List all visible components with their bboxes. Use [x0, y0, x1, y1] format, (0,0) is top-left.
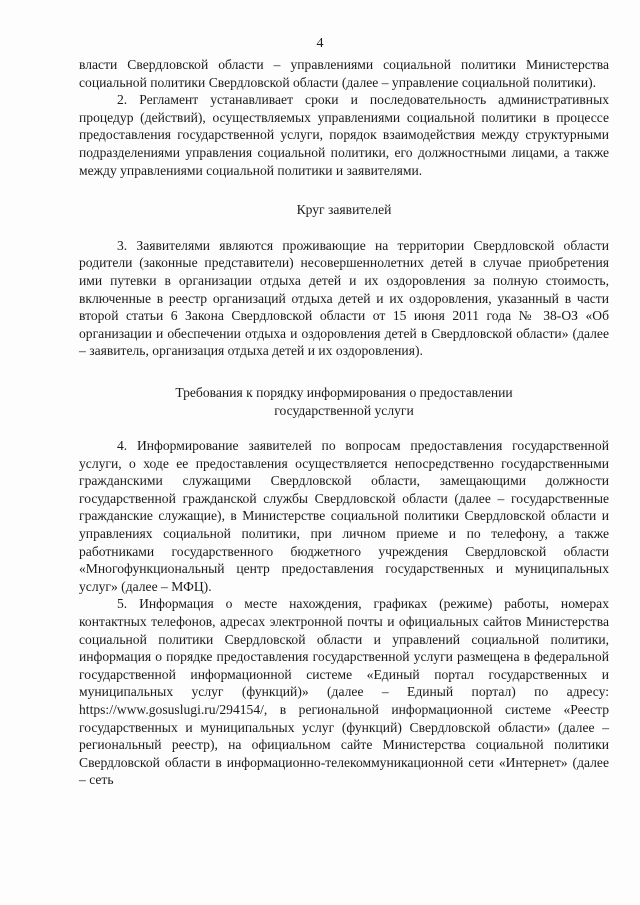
section-heading-informing: [79, 384, 609, 419]
section-heading-applicants: Круг заявителей: [296, 202, 392, 218]
heading-line-2: государственной услуги: [274, 402, 414, 418]
paragraph-5: 5. Информация о месте нахождения, графиках (режиме) работы, номерах контактных телефонов, адресах электронной почты и официальных сайтов Министерства социальной политики Свердловской области и управлений социальной политики, информация о порядке предоставления государственной услуги размещена в федеральной государственной информационной системе «Единый портал государственных и муниципальных услуг (функций)» (далее – Единый портал) по адресу: https://www.gosuslugi.ru/294154/, в региональной информационной системе «Реестр государственных и муниципальных услуг (функций) Свердловской области» (далее – региональный реестр), на официальном сайте Министерства социальной политики Свердловской области в информационно-телекоммуникационной сети «Интернет» (далее – сеть: [79, 596, 609, 788]
paragraph-4: 4. Информирование заявителей по вопросам предоставления государственной услуги, о ходе ее предоставления осуществляется непосредственно государственными гражданскими служащими Свердловской области, замещающими должности государственной гражданской службы Свердловской области (далее – государственные гражданские служащие), в Министерстве социальной политики Свердловской области и управлениях социальной политики, при личном приеме и по телефону, а также работниками государственного бюджетного учреждения Свердловской области «Многофункциональный центр предоставления государственных и муниципальных услуг» (далее – МФЦ).: [79, 438, 609, 594]
paragraph-3: 3. Заявителями являются проживающие на территории Свердловской области родители (законные представители) несовершеннолетних детей в случае приобретения ими путевки в организации отдыха детей и их оздоровления за полную стоимость, включенные в реестр организаций отдыха детей и их оздоровления, указанный в части второй статьи 6 Закона Свердловской области от 15 июня 2011 года № 38-ОЗ «Об организации и обеспечении отдыха и оздоровления детей в Свердловской области» (далее – заявитель, организация отдыха детей и их оздоровления).: [79, 237, 609, 359]
intro-paragraph: власти Свердловской области – управлениями социальной политики Министерства социальной политики Свердловской области (далее – управление социальной политики).: [79, 57, 609, 90]
paragraph-2: 2. Регламент устанавливает сроки и последовательность административных процедур (действий), осуществляемых управлениями социальной политики в процессе предоставления государственной услуги, порядок взаимодействия между структурными подразделениями управления социальной политики, его должностными лицами, а также между управлениями социальной политики и заявителями.: [79, 92, 609, 178]
page-number: 4: [316, 36, 324, 51]
document-body: [79, 56, 609, 789]
heading-line-1: Требования к порядку информирования о предоставлении: [175, 384, 513, 400]
